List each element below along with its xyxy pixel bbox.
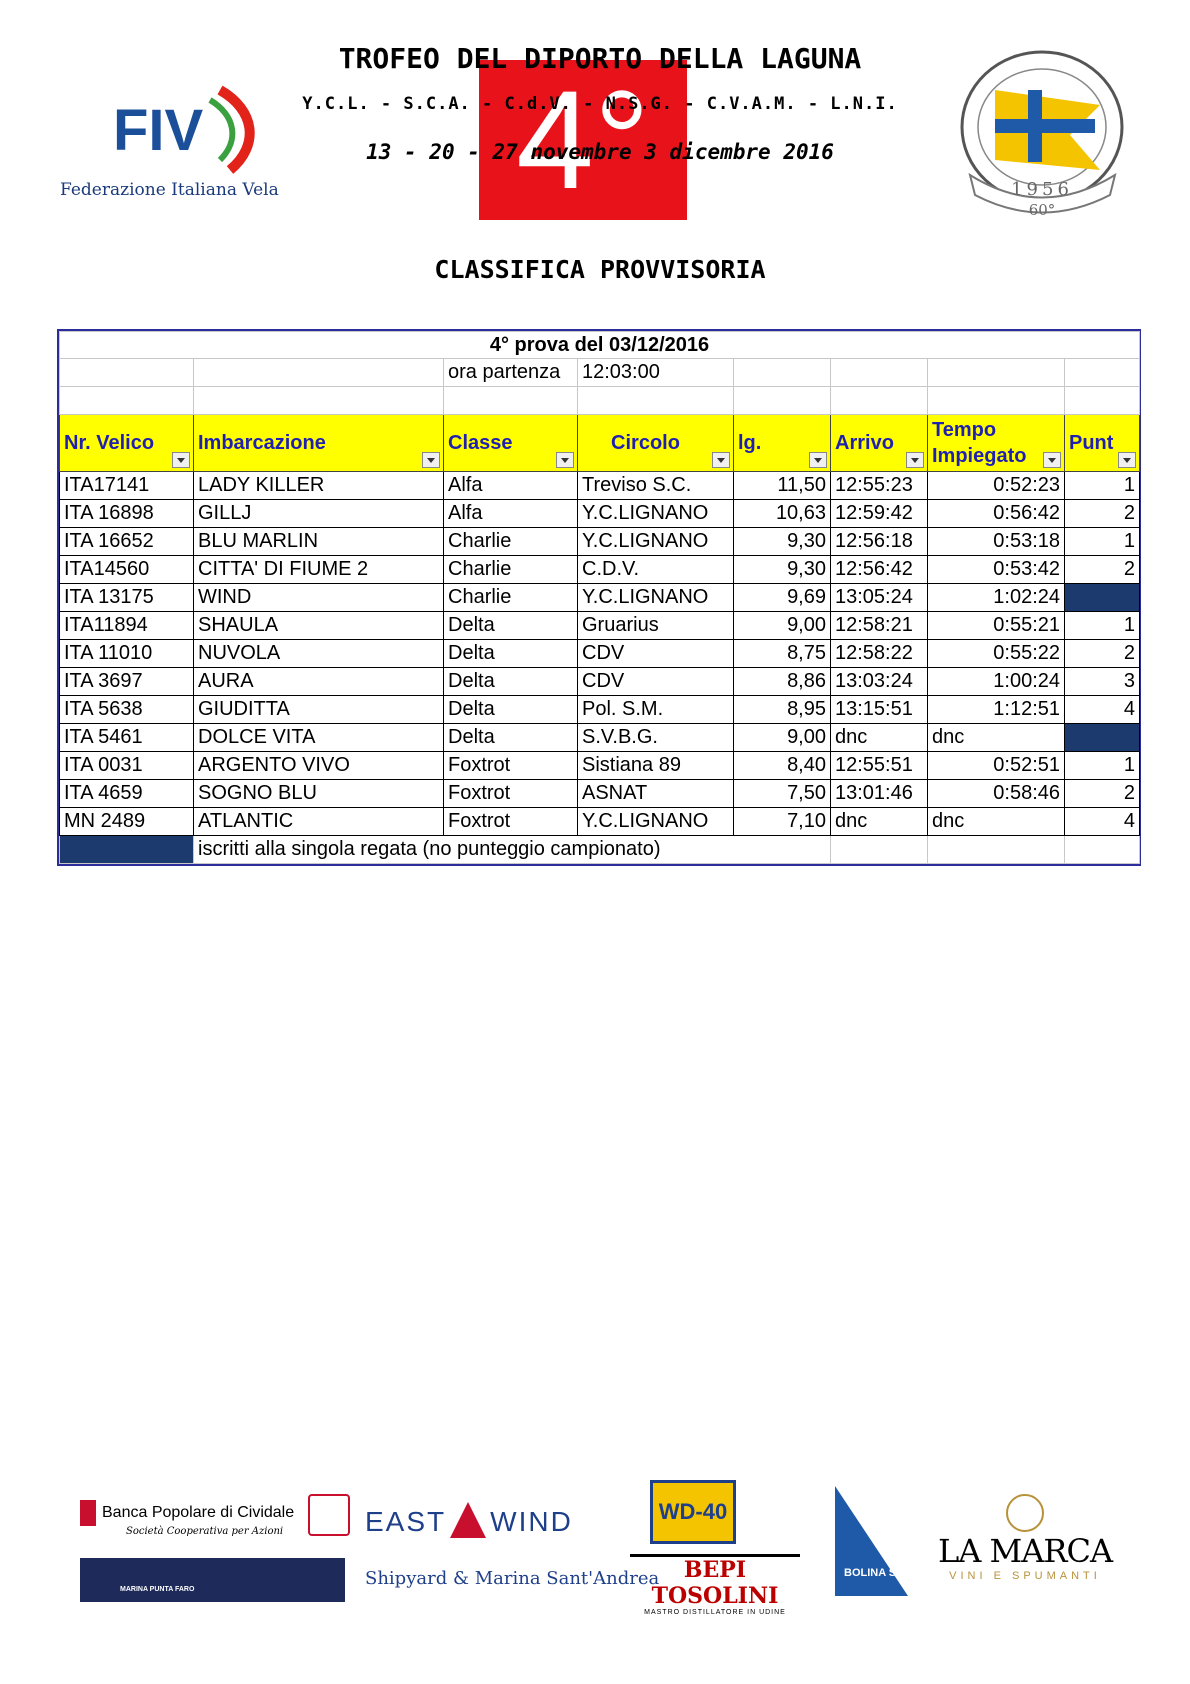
table-row [60,556,1140,584]
cell-tempo: 0:53:42 [928,556,1065,584]
cell-arrivo: 12:59:42 [831,500,928,528]
cell-circolo: Y.C.LIGNANO [578,500,734,528]
header-row [60,415,1140,472]
cell-arrivo: 12:55:23 [831,472,928,500]
cell-circolo: ASNAT [578,780,734,808]
cell-circolo: Treviso S.C. [578,472,734,500]
cell-punti: 2 [1065,640,1140,668]
cell-velico: MN 2489 [60,808,194,836]
col-header-punti[interactable]: Punt [1065,415,1140,472]
la-marca-logo: LA MARCA VINI E SPUMANTI [930,1494,1120,1582]
cell-velico: ITA 5461 [60,724,194,752]
col-header-lg[interactable]: lg. [734,415,831,472]
page-title: TROFEO DEL DIPORTO DELLA LAGUNA [338,42,862,75]
cell-arrivo: 13:15:51 [831,696,928,724]
col-header-tempo[interactable]: Tempo Impiegato [928,415,1065,472]
ycl-anniversary: 60° [1028,201,1056,219]
cell-lg: 9,69 [734,584,831,612]
cell-classe: Alfa [444,500,578,528]
table-row [60,612,1140,640]
cell-tempo: dnc [928,724,1065,752]
eastwind-logo: EAST WIND [365,1502,573,1538]
cell-velico: ITA 4659 [60,780,194,808]
fiv-subtitle: Federazione Italiana Vela [60,180,279,200]
cell-punti: 4 [1065,808,1140,836]
round-badge: 4° [479,60,687,220]
cell-circolo: Y.C.LIGNANO [578,584,734,612]
bolina-sail-logo [830,1486,908,1596]
table-row [60,696,1140,724]
cell-arrivo: 12:55:51 [831,752,928,780]
cell-imbarcazione: GILLJ [194,500,444,528]
filter-dropdown-icon[interactable] [809,452,827,468]
bepi-tosolini-logo: BEPI TOSOLINI MASTRO DISTILLATORE IN UDINE [630,1554,800,1616]
cell-circolo: C.D.V. [578,556,734,584]
cell-velico: ITA 13175 [60,584,194,612]
cell-lg: 11,50 [734,472,831,500]
sponsor-logos [60,1480,1140,1620]
cell-imbarcazione: BLU MARLIN [194,528,444,556]
filter-dropdown-icon[interactable] [712,452,730,468]
cell-imbarcazione: CITTA' DI FIUME 2 [194,556,444,584]
start-label: ora partenza [444,359,578,387]
cell-tempo: 1:00:24 [928,668,1065,696]
sort-filter-icon[interactable] [1043,452,1061,468]
filter-dropdown-icon[interactable] [172,452,190,468]
cell-classe: Charlie [444,584,578,612]
cell-velico: ITA 16652 [60,528,194,556]
filter-dropdown-icon[interactable] [1118,452,1136,468]
cell-arrivo: 13:05:24 [831,584,928,612]
cell-velico: ITA 0031 [60,752,194,780]
cell-lg: 8,86 [734,668,831,696]
yacht-club-lignano-logo [950,45,1135,220]
cell-lg: 8,95 [734,696,831,724]
cell-punti: 2 [1065,500,1140,528]
cell-imbarcazione: SOGNO BLU [194,780,444,808]
cell-imbarcazione: NUVOLA [194,640,444,668]
spacer-row [60,387,1140,415]
cell-tempo: 0:58:46 [928,780,1065,808]
cell-velico: ITA14560 [60,556,194,584]
cell-circolo: Y.C.LIGNANO [578,808,734,836]
start-time-row [60,359,1140,387]
cell-circolo: CDV [578,640,734,668]
wd40-logo: WD-40 [650,1480,736,1544]
cell-imbarcazione: GIUDITTA [194,696,444,724]
cell-punti: 1 [1065,612,1140,640]
shipyard-logo: Shipyard & Marina Sant'Andrea [365,1568,660,1589]
cell-classe: Alfa [444,472,578,500]
cell-tempo: 1:02:24 [928,584,1065,612]
cell-circolo: CDV [578,668,734,696]
race-title: 4° prova del 03/12/2016 [60,332,1140,359]
cell-lg: 9,30 [734,556,831,584]
cell-punti: 2 [1065,556,1140,584]
filter-dropdown-icon[interactable] [556,452,574,468]
race-title-row [60,332,1140,359]
cell-imbarcazione: ARGENTO VIVO [194,752,444,780]
filter-dropdown-icon[interactable] [906,452,924,468]
cell-circolo: Gruarius [578,612,734,640]
cell-tempo: 0:55:21 [928,612,1065,640]
cell-classe: Delta [444,724,578,752]
cell-imbarcazione: AURA [194,668,444,696]
cell-arrivo: 12:56:42 [831,556,928,584]
cell-imbarcazione: ATLANTIC [194,808,444,836]
cell-lg: 8,40 [734,752,831,780]
cell-tempo: dnc [928,808,1065,836]
cell-tempo: 0:52:23 [928,472,1065,500]
svg-text:BOLINA SAIL: BOLINA SAIL [844,1567,908,1579]
cell-punti [1065,584,1140,612]
bank-logo: Banca Popolare di Cividale Società Cooperativa per Azioni [80,1500,294,1537]
table-row [60,472,1140,500]
results-table [57,329,1141,866]
table-row [60,528,1140,556]
cell-classe: Delta [444,640,578,668]
cell-classe: Delta [444,696,578,724]
table-row [60,500,1140,528]
cell-tempo: 0:52:51 [928,752,1065,780]
table-row [60,752,1140,780]
dates-line: 13 - 20 - 27 novembre 3 dicembre 2016 [366,140,834,164]
col-header-velico[interactable]: Nr. Velico [60,415,194,472]
cell-classe: Delta [444,612,578,640]
cell-imbarcazione: DOLCE VITA [194,724,444,752]
cell-tempo: 1:12:51 [928,696,1065,724]
cell-velico: ITA 11010 [60,640,194,668]
cell-classe: Foxtrot [444,808,578,836]
col-header-circolo[interactable]: Circolo [578,415,734,472]
cell-classe: Delta [444,668,578,696]
sail-icon [450,1502,486,1538]
cell-classe: Charlie [444,556,578,584]
cell-lg: 9,00 [734,612,831,640]
cell-arrivo: dnc [831,808,928,836]
fiv-logo-text: FIV [113,98,204,163]
legend-row [60,836,1140,864]
cell-arrivo: 13:01:46 [831,780,928,808]
cell-velico: ITA17141 [60,472,194,500]
cell-velico: ITA 16898 [60,500,194,528]
cell-tempo: 0:53:18 [928,528,1065,556]
cell-imbarcazione: LADY KILLER [194,472,444,500]
cell-classe: Foxtrot [444,780,578,808]
cell-lg: 7,10 [734,808,831,836]
cell-classe: Foxtrot [444,752,578,780]
cell-lg: 9,00 [734,724,831,752]
legend-swatch [60,836,194,864]
cell-circolo: Pol. S.M. [578,696,734,724]
cell-tempo: 0:56:42 [928,500,1065,528]
cell-arrivo: 12:58:22 [831,640,928,668]
cell-arrivo: 13:03:24 [831,668,928,696]
cell-circolo: Y.C.LIGNANO [578,528,734,556]
ycl-year: 1956 [1011,179,1073,200]
legend-text: iscritti alla singola regata (no punteggio campionato) [194,836,831,864]
table-row [60,640,1140,668]
cell-classe: Charlie [444,528,578,556]
start-time: 12:03:00 [578,359,734,387]
col-header-imbarcazione[interactable]: Imbarcazione [194,415,444,472]
anniversary-badge-icon [308,1494,350,1536]
cell-lg: 8,75 [734,640,831,668]
table-row [60,780,1140,808]
cell-punti: 1 [1065,752,1140,780]
cell-circolo: S.V.B.G. [578,724,734,752]
cell-tempo: 0:55:22 [928,640,1065,668]
col-header-classe[interactable]: Classe [444,415,578,472]
col-header-arrivo[interactable]: Arrivo [831,415,928,472]
table-row [60,668,1140,696]
cell-punti: 2 [1065,780,1140,808]
table-row [60,808,1140,836]
cell-arrivo: 12:56:18 [831,528,928,556]
cell-punti: 1 [1065,528,1140,556]
cell-punti [1065,724,1140,752]
cell-punti: 3 [1065,668,1140,696]
cell-arrivo: 12:58:21 [831,612,928,640]
cell-punti: 4 [1065,696,1140,724]
filter-dropdown-icon[interactable] [422,452,440,468]
cell-circolo: Sistiana 89 [578,752,734,780]
cell-punti: 1 [1065,472,1140,500]
seal-icon [1006,1494,1044,1532]
clubs-line: Y.C.L. - S.C.A. - C.d.V. - N.S.G. - C.V.A.M. - L.N.I. [302,94,898,114]
table-row [60,724,1140,752]
classifica-heading: CLASSIFICA PROVVISORIA [434,255,766,284]
cell-velico: ITA11894 [60,612,194,640]
cell-velico: ITA 5638 [60,696,194,724]
cell-lg: 9,30 [734,528,831,556]
bank-mark-icon [80,1500,96,1526]
cell-imbarcazione: SHAULA [194,612,444,640]
cell-lg: 7,50 [734,780,831,808]
cell-imbarcazione: WIND [194,584,444,612]
marina-punta-faro-logo: MARINA PUNTA FARO [80,1558,345,1602]
cell-arrivo: dnc [831,724,928,752]
cell-lg: 10,63 [734,500,831,528]
table-row [60,584,1140,612]
cell-velico: ITA 3697 [60,668,194,696]
